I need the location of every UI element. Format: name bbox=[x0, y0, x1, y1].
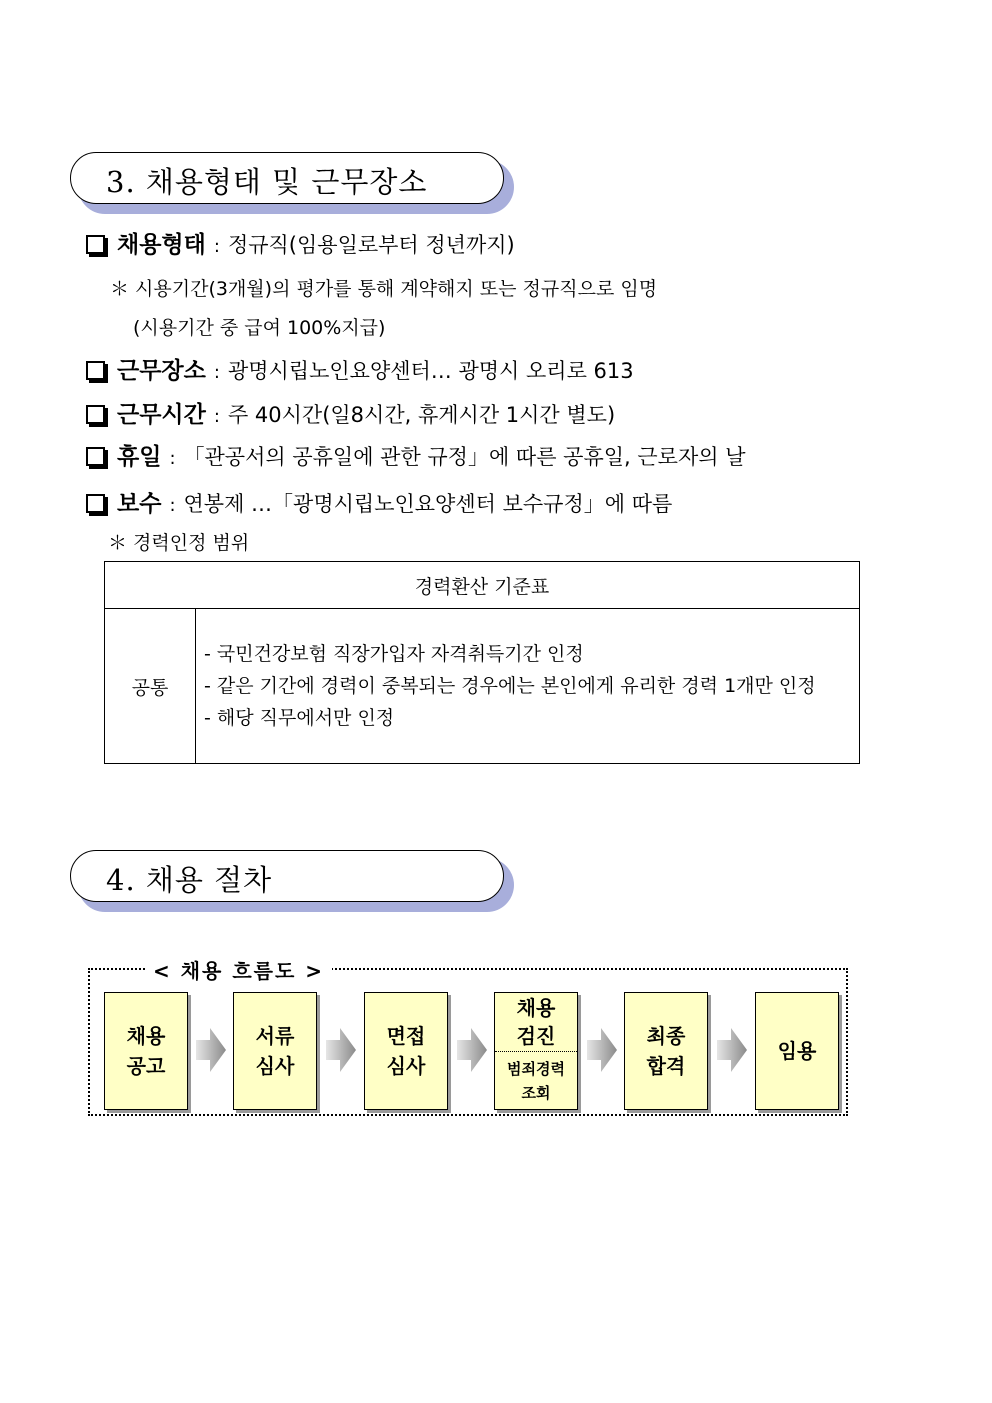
step-label: 최종 합격 bbox=[646, 1024, 686, 1078]
arrow-right-icon bbox=[196, 1028, 226, 1072]
flow-step-interview bbox=[364, 992, 448, 1110]
probation-note: ＊ 시용기간(3개월)의 평가를 통해 계약해지 또는 정규직으로 임명 bbox=[110, 278, 658, 300]
flow-step-appointment bbox=[755, 992, 839, 1110]
item-colon: : bbox=[169, 448, 176, 469]
item-label: 휴일 bbox=[117, 444, 162, 470]
career-rule: - 해당 직무에서만 인정 bbox=[204, 707, 395, 729]
career-table-row-label: 공통 bbox=[105, 609, 196, 764]
item-salary bbox=[86, 485, 672, 518]
flow-title: < 채용 흐름도 > bbox=[145, 955, 332, 984]
item-label: 보수 bbox=[117, 491, 162, 517]
section-4-header bbox=[70, 850, 508, 906]
checkbox-icon bbox=[86, 405, 105, 424]
arrow-right-icon bbox=[326, 1028, 356, 1072]
career-table-header: 경력환산 기준표 bbox=[105, 562, 860, 609]
step-sub-label: 범죄경력 조회 bbox=[507, 1059, 565, 1102]
arrow-right-icon bbox=[457, 1028, 487, 1072]
career-note: ＊ 경력인정 범위 bbox=[108, 532, 250, 554]
step-label: 서류 심사 bbox=[255, 1024, 295, 1078]
checkbox-icon bbox=[86, 361, 105, 380]
item-holidays bbox=[86, 438, 746, 471]
step-label: 면접 심사 bbox=[386, 1024, 426, 1078]
step-label: 채용 공고 bbox=[126, 1024, 166, 1078]
checkbox-icon bbox=[86, 494, 105, 513]
career-table bbox=[104, 561, 860, 764]
checkbox-icon bbox=[86, 447, 105, 466]
item-workplace bbox=[86, 352, 634, 385]
flow-step-document-review bbox=[233, 992, 317, 1110]
item-text: 정규직(임용일로부터 정년까지) bbox=[227, 233, 515, 257]
career-rule: - 같은 기간에 경력이 중복되는 경우에는 본인에게 유리한 경력 1개만 인정 bbox=[204, 675, 816, 697]
section-4-title: 4. 채용 절차 bbox=[106, 863, 273, 897]
checkbox-icon bbox=[86, 235, 105, 254]
item-label: 채용형태 bbox=[117, 232, 206, 258]
section-3-header bbox=[70, 152, 508, 208]
arrow-right-icon bbox=[717, 1028, 747, 1072]
flow-step-announcement bbox=[104, 992, 188, 1110]
item-text: 「관공서의 공휴일에 관한 규정」에 따른 공휴일, 근로자의 날 bbox=[183, 445, 746, 469]
step-label: 임용 bbox=[777, 1039, 817, 1063]
career-table-content bbox=[196, 609, 860, 764]
item-employment-type bbox=[86, 226, 515, 259]
item-label: 근무시간 bbox=[117, 402, 206, 428]
item-text: 광명시립노인요양센터… 광명시 오리로 613 bbox=[227, 359, 634, 383]
flow-step-final-pass bbox=[624, 992, 708, 1110]
item-colon: : bbox=[213, 406, 220, 427]
flow-step-health-check bbox=[494, 992, 578, 1110]
item-colon: : bbox=[213, 362, 220, 383]
item-text: 연봉제 …「광명시립노인요양센터 보수규정」에 따름 bbox=[183, 492, 673, 516]
item-colon: : bbox=[213, 236, 220, 257]
item-label: 근무장소 bbox=[117, 358, 206, 384]
probation-note-pay: (시용기간 중 급여 100%지급) bbox=[133, 317, 386, 339]
section-3-title: 3. 채용형태 및 근무장소 bbox=[106, 165, 428, 199]
item-work-hours bbox=[86, 396, 615, 429]
arrow-right-icon bbox=[587, 1028, 617, 1072]
item-colon: : bbox=[169, 495, 176, 516]
item-text: 주 40시간(일8시간, 휴게시간 1시간 별도) bbox=[227, 403, 616, 427]
career-rule: - 국민건강보험 직장가입자 자격취득기간 인정 bbox=[204, 643, 584, 665]
step-label: 채용 검진 bbox=[495, 993, 577, 1052]
